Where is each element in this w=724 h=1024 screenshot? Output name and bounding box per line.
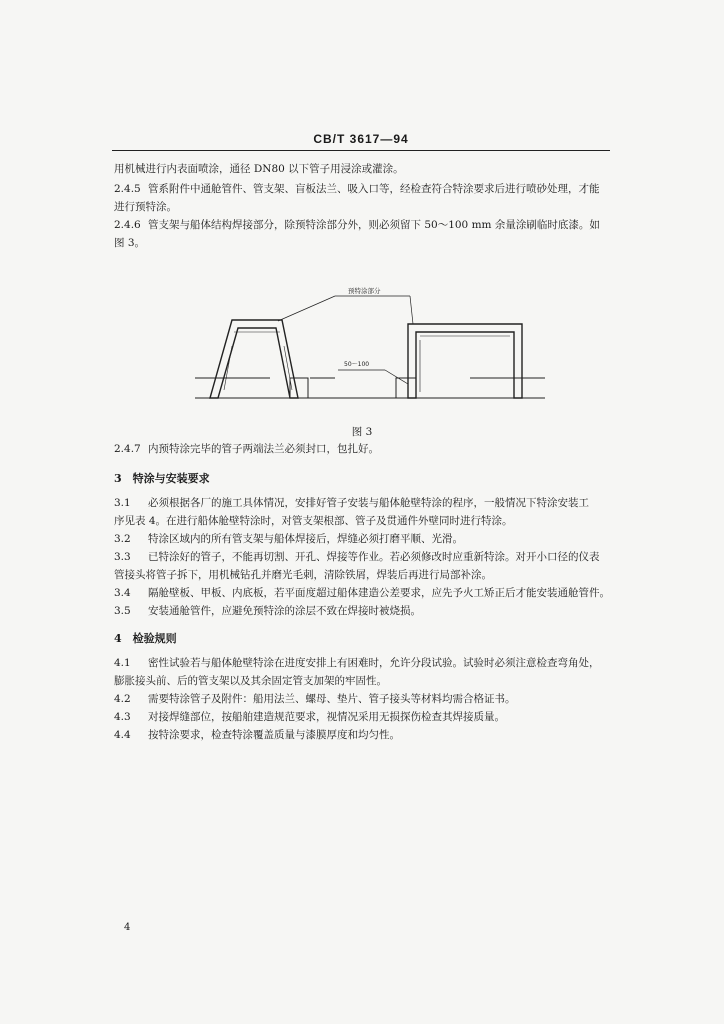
paragraph-4-3 — [114, 708, 610, 726]
paragraph-number: 3.5 — [114, 605, 131, 617]
paragraph-text: 管支架与船体结构焊接部分，除预特涂部分外，则必须留下 50～100 mm 余量涂刷临时底漆。如 — [148, 219, 600, 231]
paragraph-2-4-6 — [114, 216, 610, 234]
section-4-title: 4 检验规则 — [114, 632, 177, 645]
paragraph-2-4-5 — [114, 180, 610, 198]
paragraph-3-2 — [114, 530, 610, 548]
paragraph-text: 需要特涂管子及附件：船用法兰、螺母、垫片、管子接头等材料均需合格证书。 — [148, 693, 516, 705]
paragraph-number: 4.4 — [114, 729, 131, 741]
paragraph-text: 已特涂好的管子，不能再切割、开孔、焊接等作业。若必须修改时应重新特涂。对开小口径的仪表 — [148, 551, 600, 563]
paragraph-number: 3.4 — [114, 587, 131, 599]
left-weld-base — [290, 378, 308, 398]
paragraph-4-4 — [114, 726, 610, 744]
paragraph-text: 安装通舱管件，应避免预特涂的涂层不致在焊接时被烧损。 — [148, 605, 421, 617]
paragraph-number: 2.4.6 — [114, 219, 141, 231]
right-pipe-support — [408, 324, 522, 398]
paragraph-number: 3.1 — [114, 497, 131, 509]
continuation-line: 用机械进行内表面喷涂，通径 DN80 以下管子用浸涂或灌涂。 — [114, 163, 404, 175]
paragraph-number: 3.3 — [114, 551, 131, 563]
pre-coat-label: 预特涂部分 — [348, 287, 381, 295]
paragraph-2-4-7 — [114, 440, 610, 458]
right-weld-base — [396, 378, 416, 398]
paragraph-3-4 — [114, 584, 610, 602]
paragraph-3-1 — [114, 494, 610, 512]
paragraph-3-5 — [114, 602, 610, 620]
paragraph-3-1-cont: 序见表 4。在进行船体舱壁特涂时，对管支架根部、管子及贯通件外壁同时进行特涂。 — [114, 515, 513, 527]
paragraph-text: 隔舱壁板、甲板、内底板，若平面度超过船体建造公差要求，应先予火工矫正后才能安装通舱管件。 — [148, 587, 610, 599]
leader-line-left — [278, 296, 335, 321]
paragraph-text: 特涂区域内的所有管支架与船体焊接后，焊缝必须打磨平顺、光滑。 — [148, 533, 463, 545]
paragraph-3-3 — [114, 548, 610, 566]
paragraph-text: 必须根据各厂的施工具体情况，安排好管子安装与船体舱壁特涂的程序，一般情况下特涂安装工 — [148, 497, 589, 509]
paragraph-text: 对接焊缝部位，按船舶建造规范要求，视情况采用无损探伤检查其焊接质量。 — [148, 711, 505, 723]
paragraph-number: 2.4.5 — [114, 183, 141, 195]
margin-dimension-label: 50～100 — [344, 361, 370, 368]
paragraph-3-3-cont: 管接头将管子拆下，用机械钻孔并磨光毛刺，清除铁屑，焊装后再进行局部补涂。 — [114, 569, 492, 581]
paragraph-4-1-cont: 膨胀接头前、后的管支架以及其余固定管支加架的牢固性。 — [114, 675, 387, 687]
paragraph-number: 4.1 — [114, 657, 131, 669]
paragraph-number: 4.3 — [114, 711, 131, 723]
paragraph-text: 按特涂要求，检查特涂覆盖质量与漆膜厚度和均匀性。 — [148, 729, 400, 741]
hull-plate-lines — [195, 378, 545, 398]
left-pipe-support — [210, 320, 298, 398]
figure-3-diagram — [170, 280, 570, 410]
page-number: 4 — [124, 922, 131, 933]
paragraph-text: 管系附件中通舱管件、管支架、盲板法兰、吸入口等，经检查符合特涂要求后进行喷砂处理，才能 — [148, 183, 600, 195]
paragraph-4-1 — [114, 654, 610, 672]
paragraph-number: 3.2 — [114, 533, 131, 545]
paragraph-number: 2.4.7 — [114, 443, 141, 455]
standard-code-header: CB/T 3617—94 — [313, 132, 409, 146]
paragraph-text: 密性试验若与船体舱壁特涂在进度安排上有困难时，允许分段试验。试验时必须注意检查弯角处， — [148, 657, 600, 669]
paragraph-2-4-6-cont: 图 3。 — [114, 237, 146, 249]
paragraph-number: 4.2 — [114, 693, 131, 705]
section-3-title: 3 特涂与安装要求 — [114, 472, 210, 485]
leader-line-right — [410, 296, 413, 324]
paragraph-4-2 — [114, 690, 610, 708]
paragraph-text: 内预特涂完毕的管子两端法兰必须封口，包扎好。 — [148, 443, 379, 455]
header-rule — [112, 150, 610, 151]
paragraph-2-4-5-cont: 进行预特涂。 — [114, 201, 177, 213]
figure-caption: 图 3 — [351, 426, 373, 438]
